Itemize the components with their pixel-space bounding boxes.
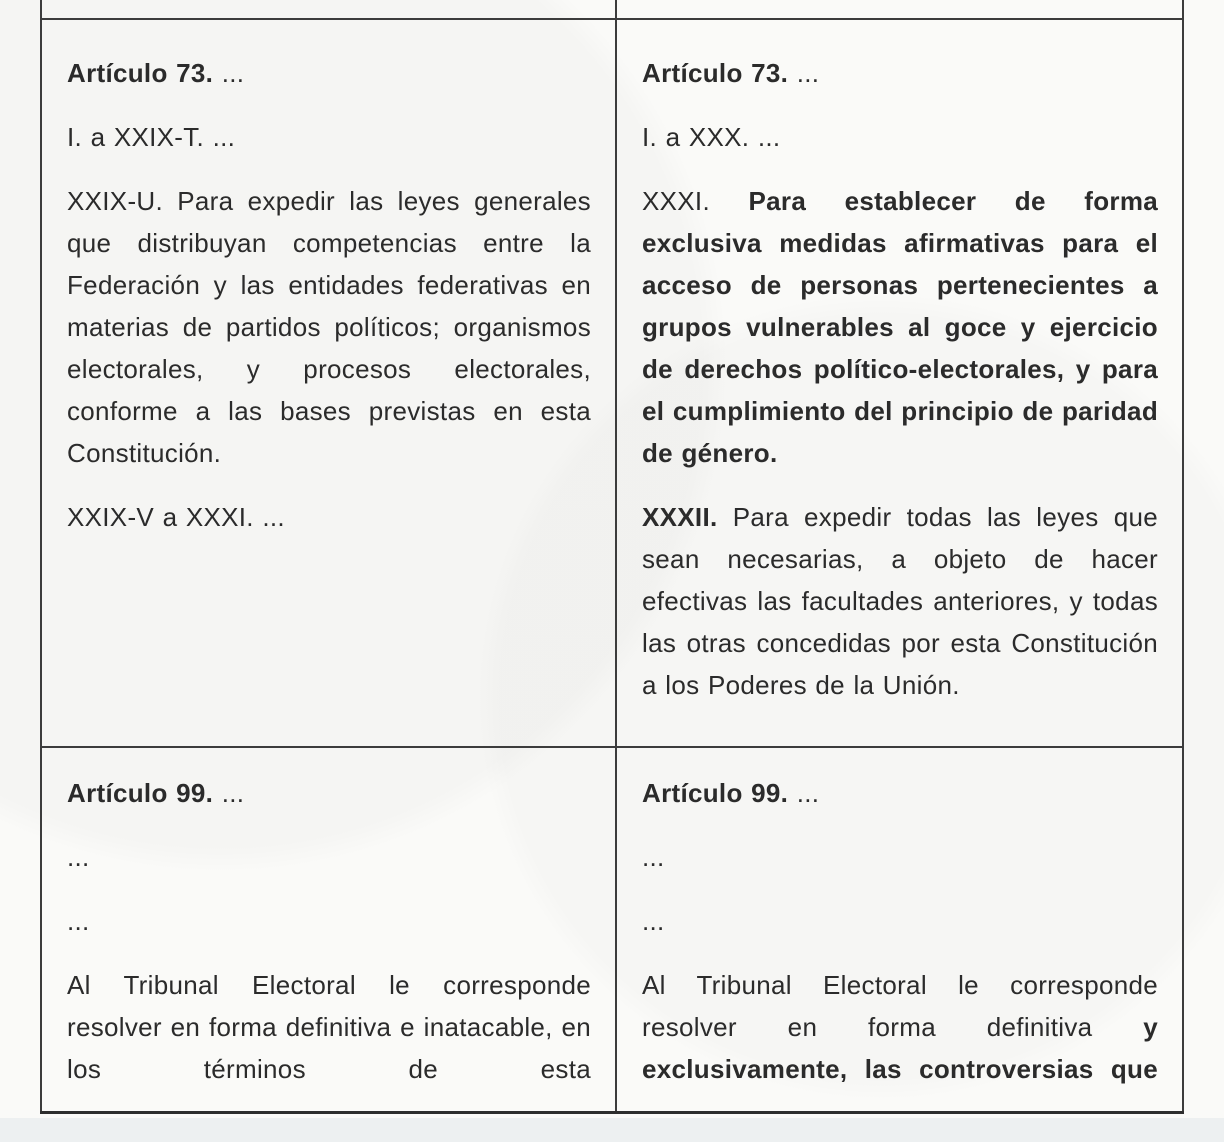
paragraph bbox=[642, 116, 1158, 158]
paragraph bbox=[67, 900, 591, 942]
text-run: XXXI. bbox=[642, 186, 749, 216]
table-cell-current-text bbox=[42, 748, 617, 1111]
table-cell-proposed-text bbox=[617, 748, 1182, 1111]
text-run: I. a XXIX-T. ... bbox=[67, 122, 236, 152]
table-cell-proposed-text bbox=[617, 20, 1182, 746]
paragraph bbox=[67, 180, 591, 474]
text-run: XXIX-V a XXXI. ... bbox=[67, 502, 285, 532]
article-comparison-table bbox=[40, 0, 1184, 1114]
text-run: I. a XXX. ... bbox=[642, 122, 781, 152]
table-cell bbox=[42, 0, 617, 18]
paragraph bbox=[642, 52, 1158, 94]
text-run: ... bbox=[788, 778, 820, 808]
paragraph bbox=[642, 964, 1158, 1090]
bold-text-run: Para establecer de forma exclusiva medidas afirmativas para el acceso de personas pertenecientes a grupos vulnerables al goce y ejercicio de derechos político-electorales, y para el cumplimiento del principio de paridad de género. bbox=[642, 186, 1158, 468]
paragraph bbox=[67, 772, 591, 814]
bold-text-run: y exclusivamente, las controversias que bbox=[642, 1012, 1158, 1084]
text-run: ... bbox=[642, 842, 665, 872]
text-run: ... bbox=[788, 58, 820, 88]
text-run: Al Tribunal Electoral le corresponde resolver en forma definitiva bbox=[642, 970, 1158, 1042]
table-cell-current-text bbox=[42, 20, 617, 746]
table-row-articulo-73 bbox=[40, 18, 1184, 746]
text-run: ... bbox=[213, 58, 245, 88]
paragraph bbox=[642, 836, 1158, 878]
text-run: Al Tribunal Electoral le corresponde resolver en forma definitiva e inatacable, en los términos de esta bbox=[67, 970, 591, 1084]
bold-text-run: Artículo 73. bbox=[67, 58, 214, 88]
text-run: Para expedir todas las leyes que sean necesarias, a objeto de hacer efectivas las facultades anteriores, y todas las otras concedidas por esta Constitución a los Poderes de la Unión. bbox=[642, 502, 1158, 700]
text-run: ... bbox=[67, 906, 90, 936]
paragraph bbox=[642, 772, 1158, 814]
paragraph bbox=[67, 116, 591, 158]
text-run: ... bbox=[213, 778, 245, 808]
table-row-partial-top bbox=[40, 0, 1184, 18]
table-row-articulo-99 bbox=[40, 746, 1184, 1111]
paragraph bbox=[67, 836, 591, 878]
bold-text-run: Artículo 99. bbox=[67, 778, 214, 808]
page-bottom-margin-band bbox=[0, 1118, 1224, 1142]
paragraph bbox=[642, 900, 1158, 942]
paragraph bbox=[67, 964, 591, 1090]
bold-text-run: Artículo 99. bbox=[642, 778, 789, 808]
bold-text-run: Artículo 73. bbox=[642, 58, 789, 88]
paragraph bbox=[67, 496, 591, 538]
text-run: ... bbox=[642, 906, 665, 936]
paragraph bbox=[67, 52, 591, 94]
table-cell bbox=[617, 0, 1182, 18]
paragraph bbox=[642, 180, 1158, 474]
text-run: XXIX-U. Para expedir las leyes generales que distribuyan competencias entre la Federación y las entidades federativas en materias de partidos políticos; organismos electorales, y procesos electorales, conforme a las bases previstas en esta Constitución. bbox=[67, 186, 591, 468]
text-run: ... bbox=[67, 842, 90, 872]
bold-text-run: XXXII. bbox=[642, 502, 718, 532]
paragraph bbox=[642, 496, 1158, 706]
